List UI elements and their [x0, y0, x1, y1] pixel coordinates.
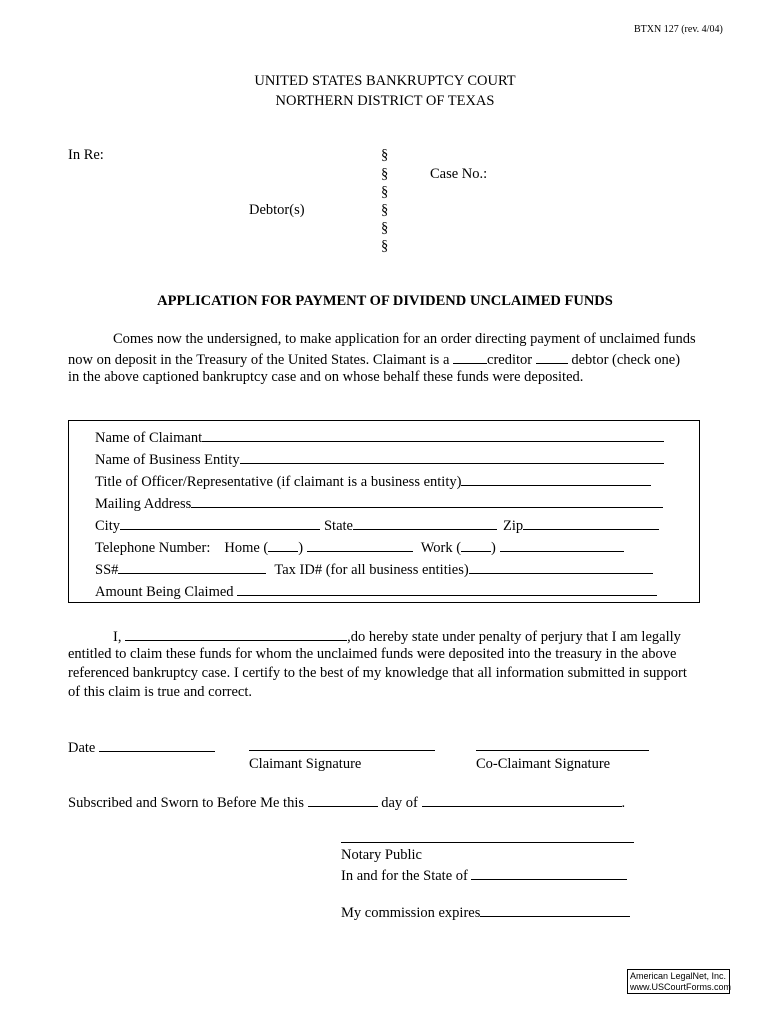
sworn-day-field[interactable]	[308, 793, 378, 807]
mailing-address-field[interactable]	[191, 494, 663, 508]
section-mark: §	[381, 220, 389, 236]
declaration-line-3: referenced bankruptcy case. I certify to the best of my knowledge that all information submitted in support	[68, 665, 687, 681]
home-close-paren: )	[298, 540, 304, 556]
claimant-info-box	[68, 420, 700, 603]
notary-state-field[interactable]	[471, 866, 627, 880]
officer-title-field[interactable]	[461, 472, 651, 486]
section-mark: §	[381, 147, 389, 163]
claimant-name-field[interactable]	[202, 428, 664, 442]
zip-label: Zip	[502, 518, 524, 534]
claimant-signature-label: Claimant Signature	[249, 756, 362, 772]
declaration-line-4: of this claim is true and correct.	[68, 684, 253, 700]
telephone-label: Telephone Number:	[95, 540, 211, 556]
declaration-line-1	[113, 627, 681, 646]
intro-line-2-text: now on deposit in the Treasury of the United States. Claimant is a	[68, 352, 454, 368]
state-field[interactable]	[353, 516, 497, 530]
court-name: UNITED STATES BANKRUPTCY COURT	[254, 73, 516, 89]
commission-label: My commission expires	[341, 905, 481, 921]
commission-expires-field[interactable]	[480, 903, 630, 917]
tax-id-label: Tax ID# (for all business entities)	[274, 562, 469, 578]
commission-row	[341, 903, 630, 922]
subscribed-row	[68, 793, 625, 812]
notary-signature-line[interactable]	[341, 842, 634, 843]
section-mark: §	[381, 202, 389, 218]
creditor-check-blank[interactable]	[453, 350, 487, 364]
intro-line-1: Comes now the undersigned, to make application for an order directing payment of unclaimed funds	[113, 331, 696, 347]
officer-title-label: Title of Officer/Representative (if claimant is a business entity)	[95, 474, 462, 490]
work-area-code-field[interactable]	[461, 538, 491, 552]
ss-label: SS#	[95, 562, 119, 578]
section-mark: §	[381, 166, 389, 182]
officer-title-row	[95, 472, 651, 492]
claimant-name-label: Name of Claimant	[95, 430, 203, 446]
work-label: Work (	[420, 540, 462, 556]
amount-field[interactable]	[237, 582, 657, 596]
day-of-label: day of	[381, 795, 418, 811]
case-no-label: Case No.:	[430, 166, 488, 182]
mailing-address-row	[95, 494, 663, 514]
work-phone-field[interactable]	[500, 538, 624, 552]
amount-label: Amount Being Claimed	[95, 584, 234, 600]
document-title: APPLICATION FOR PAYMENT OF DIVIDEND UNCLAIMED FUNDS	[157, 293, 613, 309]
sworn-month-year-field[interactable]	[422, 793, 622, 807]
co-claimant-signature-line[interactable]	[476, 750, 649, 751]
tax-id-field[interactable]	[469, 560, 653, 574]
debtor-label: debtor (check one)	[567, 352, 681, 368]
debtor-check-blank[interactable]	[536, 350, 568, 364]
home-phone-field[interactable]	[307, 538, 413, 552]
creditor-label: creditor	[487, 352, 533, 368]
notary-state-row	[341, 866, 627, 885]
declarant-name-field[interactable]	[125, 627, 347, 641]
ss-taxid-row	[95, 560, 653, 580]
subscribed-label: Subscribed and Sworn to Before Me this	[68, 795, 304, 811]
city-field[interactable]	[120, 516, 320, 530]
court-district: NORTHERN DISTRICT OF TEXAS	[275, 93, 495, 109]
publisher-url: www.USCourtForms.com	[630, 982, 732, 992]
publisher-box	[627, 969, 730, 994]
telephone-row	[95, 538, 624, 558]
work-close-paren: )	[491, 540, 496, 556]
claimant-name-row	[95, 428, 664, 448]
form-code: BTXN 127 (rev. 4/04)	[634, 24, 723, 35]
notary-public-label: Notary Public	[341, 847, 422, 863]
declaration-line-2: entitled to claim these funds for whom the unclaimed funds were deposited into the treasury in the above	[68, 646, 677, 662]
home-label: Home (	[224, 540, 269, 556]
amount-row	[95, 582, 657, 602]
debtors-label: Debtor(s)	[249, 202, 305, 218]
claimant-signature-line[interactable]	[249, 750, 435, 751]
notary-state-label: In and for the State of	[341, 868, 468, 884]
business-name-row	[95, 450, 664, 470]
section-mark: §	[381, 238, 389, 254]
ss-field[interactable]	[118, 560, 266, 574]
section-mark: §	[381, 184, 389, 200]
business-name-label: Name of Business Entity	[95, 452, 240, 468]
in-re-label: In Re:	[68, 147, 104, 163]
home-area-code-field[interactable]	[268, 538, 298, 552]
declaration-i: I,	[113, 629, 122, 645]
period: .	[621, 795, 626, 811]
business-name-field[interactable]	[240, 450, 664, 464]
publisher-name: American LegalNet, Inc.	[630, 971, 727, 981]
state-label: State	[323, 518, 353, 534]
date-field[interactable]	[99, 738, 215, 752]
intro-line-2	[68, 350, 680, 369]
city-state-zip-row	[95, 516, 659, 536]
mailing-address-label: Mailing Address	[95, 496, 192, 512]
date-row	[68, 738, 215, 757]
declaration-line-1-text: ,do hereby state under penalty of perjury that I am legally	[347, 629, 681, 645]
zip-field[interactable]	[523, 516, 659, 530]
intro-line-3: in the above captioned bankruptcy case and on whose behalf these funds were deposited.	[68, 369, 584, 385]
date-label: Date	[68, 740, 96, 756]
co-claimant-signature-label: Co-Claimant Signature	[476, 756, 611, 772]
city-label: City	[95, 518, 120, 534]
